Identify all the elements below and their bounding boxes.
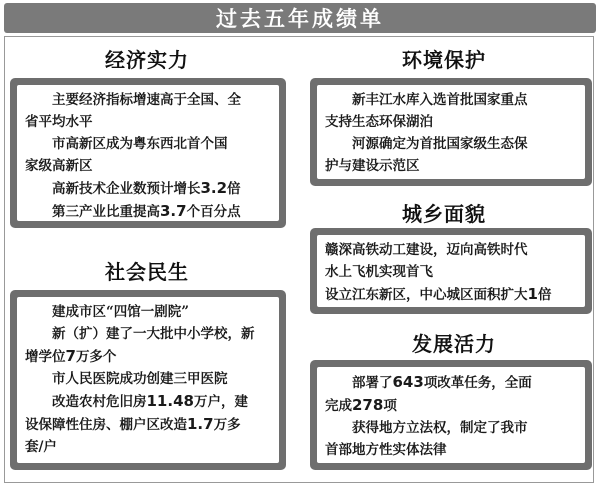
school-places-line: 增学位7万多个 <box>25 347 117 365</box>
housing-value-2: 1.7 <box>187 415 214 433</box>
livelihood-line: 建成市区“四馆一剧院” <box>52 304 190 320</box>
urban-rural-card <box>310 228 592 314</box>
tertiary-value: 3.7 <box>160 202 187 220</box>
livelihood-line: 市人民医院成功创建三甲医院 <box>52 371 228 387</box>
housing-line: 改造农村危旧房11.48万户，建 <box>52 392 248 410</box>
page-title: 过去五年成绩单 <box>216 7 384 31</box>
housing-value: 11.48 <box>146 392 194 410</box>
environment-line: 河源确定为首批国家级生态保 <box>352 136 528 152</box>
tech-growth-value: 3.2 <box>200 179 228 197</box>
vitality-line: 首部地方性实体法律 <box>325 442 447 458</box>
environment-card-body <box>317 85 585 179</box>
school-places-value: 7 <box>65 347 76 365</box>
complete-value: 278 <box>352 396 384 414</box>
district-line: 设立江东新区，中心城区面积扩大1倍 <box>325 285 552 303</box>
vitality-heading: 发展活力 <box>412 332 496 356</box>
economy-line: 省平均水平 <box>25 114 93 130</box>
urban-rural-heading: 城乡面貌 <box>402 202 486 226</box>
economy-card-body <box>17 85 279 221</box>
tech-enterprise-line: 高新技术企业数预计增长3.2倍 <box>52 179 241 197</box>
vitality-card-body <box>317 367 585 463</box>
livelihood-line: 新（扩）建了一大批中小学校，新 <box>52 326 255 342</box>
tertiary-industry-line: 第三产业比重提高3.7个百分点 <box>52 202 241 220</box>
housing-line-2: 设保障性住房、棚户区改造1.7万多 <box>25 415 241 433</box>
district-value: 1 <box>527 285 538 303</box>
livelihood-card-body <box>17 297 279 463</box>
environment-card <box>310 78 592 186</box>
vitality-line: 获得地方立法权，制定了我市 <box>352 420 528 436</box>
economy-card <box>10 78 286 228</box>
economy-heading: 经济实力 <box>105 48 189 72</box>
reform-line: 部署了643项改革任务，全面 <box>352 373 532 391</box>
livelihood-heading: 社会民生 <box>105 260 189 284</box>
economy-line: 家级高新区 <box>25 158 93 174</box>
complete-line: 完成278项 <box>325 396 397 414</box>
economy-line: 主要经济指标增速高于全国、全 <box>52 92 241 108</box>
title-bar <box>4 3 596 33</box>
environment-line: 新丰江水库入选首批国家重点 <box>352 92 528 108</box>
environment-line: 护与建设示范区 <box>325 158 420 174</box>
economy-line: 市高新区成为粤东西北首个国 <box>52 136 228 152</box>
environment-line: 支持生态环保湖泊 <box>325 114 433 130</box>
livelihood-card <box>10 290 286 470</box>
vitality-card <box>310 360 592 470</box>
urban-rural-line: 水上飞机实现首飞 <box>325 264 433 280</box>
reform-value: 643 <box>392 373 424 391</box>
livelihood-line: 套/户 <box>25 439 57 455</box>
urban-rural-card-body <box>317 235 585 307</box>
environment-heading: 环境保护 <box>402 48 486 72</box>
urban-rural-line: 赣深高铁动工建设，迈向高铁时代 <box>325 242 528 258</box>
